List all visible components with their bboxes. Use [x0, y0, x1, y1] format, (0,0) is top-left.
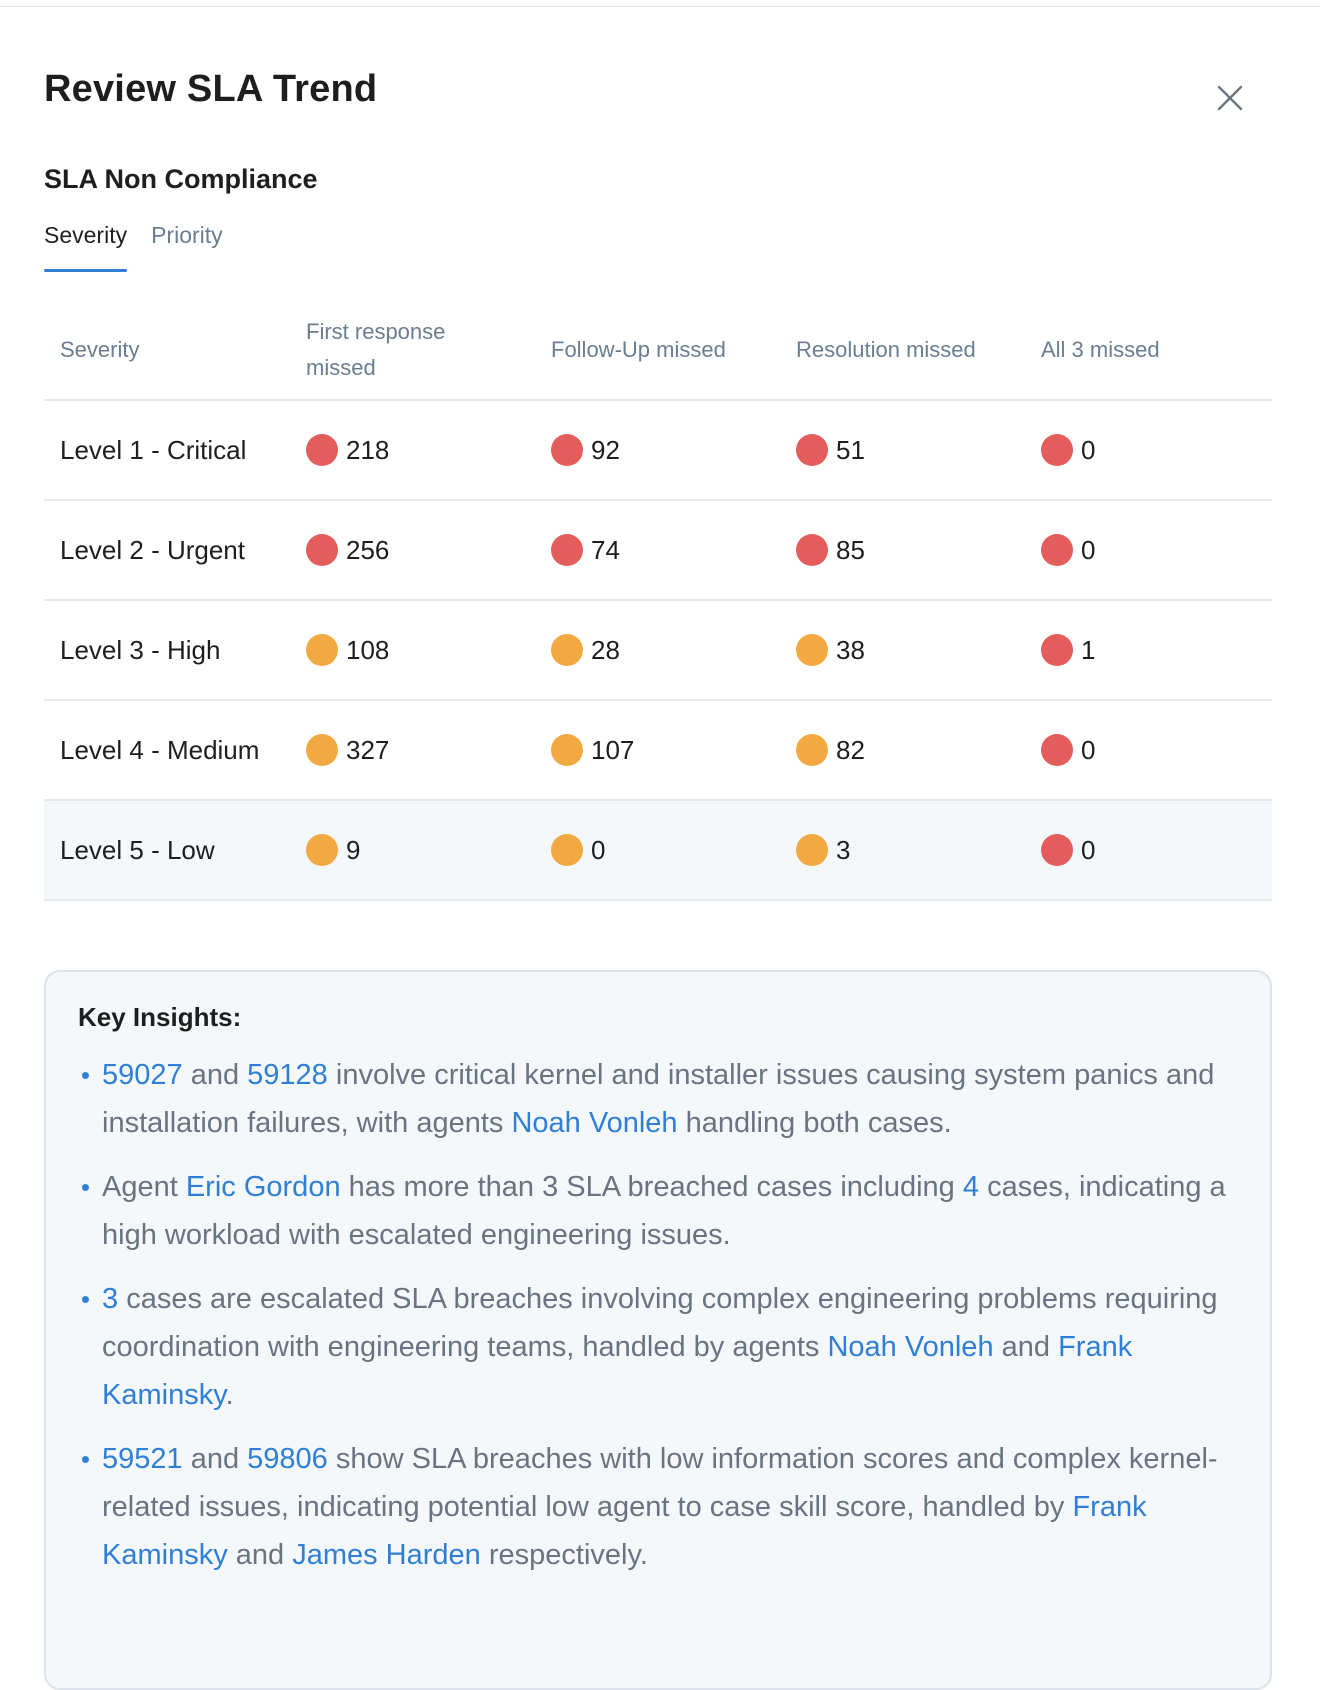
status-dot-icon	[306, 834, 338, 866]
count-cell	[290, 600, 535, 700]
close-icon	[1210, 78, 1250, 118]
count-cell	[535, 400, 780, 500]
count-cell	[1025, 500, 1272, 600]
insight-link[interactable]: 59806	[247, 1443, 328, 1475]
status-dot-icon	[1041, 834, 1073, 866]
insight-text: cases, indicating a high workload with escalated engineering issues.	[102, 1171, 1226, 1251]
status-dot-icon	[796, 834, 828, 866]
insight-link[interactable]: 59027	[102, 1059, 183, 1091]
count-value: 0	[591, 834, 606, 865]
count-value: 327	[346, 734, 390, 765]
status-dot-icon	[306, 534, 338, 566]
table-header-row	[44, 300, 1272, 400]
sla-table	[44, 300, 1272, 901]
header-resolution: Resolution missed	[780, 300, 1025, 400]
count-cell	[535, 500, 780, 600]
table-row[interactable]	[44, 800, 1272, 900]
count-value: 256	[346, 534, 390, 565]
count-value: 74	[591, 534, 620, 565]
header-first-response: First response missed	[290, 300, 535, 400]
count-cell	[535, 600, 780, 700]
count-value: 51	[836, 434, 865, 465]
insight-text: respectively.	[480, 1539, 648, 1571]
count-value: 92	[591, 434, 620, 465]
count-cell	[1025, 400, 1272, 500]
insight-text: Agent	[102, 1171, 186, 1203]
count-value: 0	[1081, 534, 1096, 565]
insight-item	[78, 1435, 1238, 1579]
insight-item	[78, 1275, 1238, 1419]
insight-link[interactable]: 59521	[102, 1443, 183, 1475]
table-row[interactable]	[44, 700, 1272, 800]
count-cell	[780, 400, 1025, 500]
status-dot-icon	[306, 434, 338, 466]
status-dot-icon	[551, 734, 583, 766]
severity-level-cell: Level 4 - Medium	[44, 700, 290, 800]
close-button[interactable]	[1210, 78, 1250, 118]
status-dot-icon	[306, 634, 338, 666]
insights-list	[78, 1051, 1238, 1579]
tab-bar	[44, 220, 223, 272]
severity-level-cell: Level 2 - Urgent	[44, 500, 290, 600]
count-value: 0	[1081, 834, 1096, 865]
count-value: 107	[591, 734, 635, 765]
status-dot-icon	[551, 534, 583, 566]
table-row[interactable]	[44, 500, 1272, 600]
status-dot-icon	[796, 534, 828, 566]
insight-link[interactable]: Noah Vonleh	[827, 1331, 994, 1363]
tab-severity[interactable]: Severity	[44, 220, 127, 272]
insight-text: and	[182, 1059, 248, 1091]
count-value: 0	[1081, 734, 1096, 765]
key-insights-panel	[44, 970, 1272, 1690]
modal-title: Review SLA Trend	[44, 68, 378, 110]
header-all-3: All 3 missed	[1025, 300, 1272, 400]
count-value: 82	[836, 734, 865, 765]
count-cell	[780, 700, 1025, 800]
count-cell	[1025, 700, 1272, 800]
insight-text: and	[182, 1443, 248, 1475]
count-value: 38	[836, 634, 865, 665]
insight-text: involve critical kernel and installer issues causing system panics and installation failures, with agents	[102, 1059, 1215, 1139]
insight-text: show SLA breaches with low information scores and complex kernel-related issues, indicating potential low agent to case skill score, handled by	[102, 1443, 1218, 1523]
count-value: 1	[1081, 634, 1096, 665]
status-dot-icon	[796, 434, 828, 466]
insight-link[interactable]: 3	[102, 1283, 119, 1315]
count-value: 108	[346, 634, 390, 665]
insight-text: .	[225, 1379, 234, 1411]
insight-link[interactable]: Frank Kaminsky	[102, 1331, 1133, 1411]
insight-item	[78, 1051, 1238, 1147]
insight-item	[78, 1163, 1238, 1259]
table-row[interactable]	[44, 600, 1272, 700]
status-dot-icon	[306, 734, 338, 766]
insight-link[interactable]: Noah Vonleh	[511, 1107, 678, 1139]
insight-link[interactable]: Eric Gordon	[185, 1171, 341, 1203]
severity-level-cell: Level 5 - Low	[44, 800, 290, 900]
count-cell	[290, 700, 535, 800]
count-cell	[290, 500, 535, 600]
tab-priority[interactable]: Priority	[151, 222, 223, 248]
status-dot-icon	[551, 834, 583, 866]
count-value: 218	[346, 434, 390, 465]
insight-text: handling both cases.	[677, 1107, 952, 1139]
count-value: 3	[836, 834, 851, 865]
count-value: 0	[1081, 434, 1096, 465]
insight-text: and	[227, 1539, 293, 1571]
count-value: 85	[836, 534, 865, 565]
count-cell	[780, 600, 1025, 700]
status-dot-icon	[1041, 734, 1073, 766]
insight-link[interactable]: James Harden	[292, 1539, 481, 1571]
table-row[interactable]	[44, 400, 1272, 500]
header-follow-up: Follow-Up missed	[535, 300, 780, 400]
insight-link[interactable]: 4	[962, 1171, 980, 1203]
insights-title: Key Insights:	[78, 1002, 242, 1032]
insight-link[interactable]: 59128	[247, 1059, 328, 1091]
count-cell	[780, 800, 1025, 900]
status-dot-icon	[551, 434, 583, 466]
status-dot-icon	[796, 734, 828, 766]
status-dot-icon	[1041, 534, 1073, 566]
severity-level-cell: Level 1 - Critical	[44, 400, 290, 500]
insight-link[interactable]: Frank Kaminsky	[102, 1491, 1147, 1571]
header-severity: Severity	[44, 300, 290, 400]
count-value: 28	[591, 634, 620, 665]
count-cell	[535, 800, 780, 900]
insight-text: cases are escalated SLA breaches involving complex engineering problems requiring coordination with engineering teams, handled by agents	[102, 1283, 1218, 1363]
severity-level-cell: Level 3 - High	[44, 600, 290, 700]
status-dot-icon	[551, 634, 583, 666]
status-dot-icon	[1041, 434, 1073, 466]
insight-text: and	[993, 1331, 1059, 1363]
count-cell	[290, 400, 535, 500]
count-cell	[780, 500, 1025, 600]
count-cell	[1025, 800, 1272, 900]
status-dot-icon	[796, 634, 828, 666]
count-cell	[535, 700, 780, 800]
count-cell	[1025, 600, 1272, 700]
section-title: SLA Non Compliance	[44, 164, 318, 194]
count-cell	[290, 800, 535, 900]
insight-text: has more than 3 SLA breached cases including	[340, 1171, 963, 1203]
status-dot-icon	[1041, 634, 1073, 666]
count-value: 9	[346, 834, 361, 865]
